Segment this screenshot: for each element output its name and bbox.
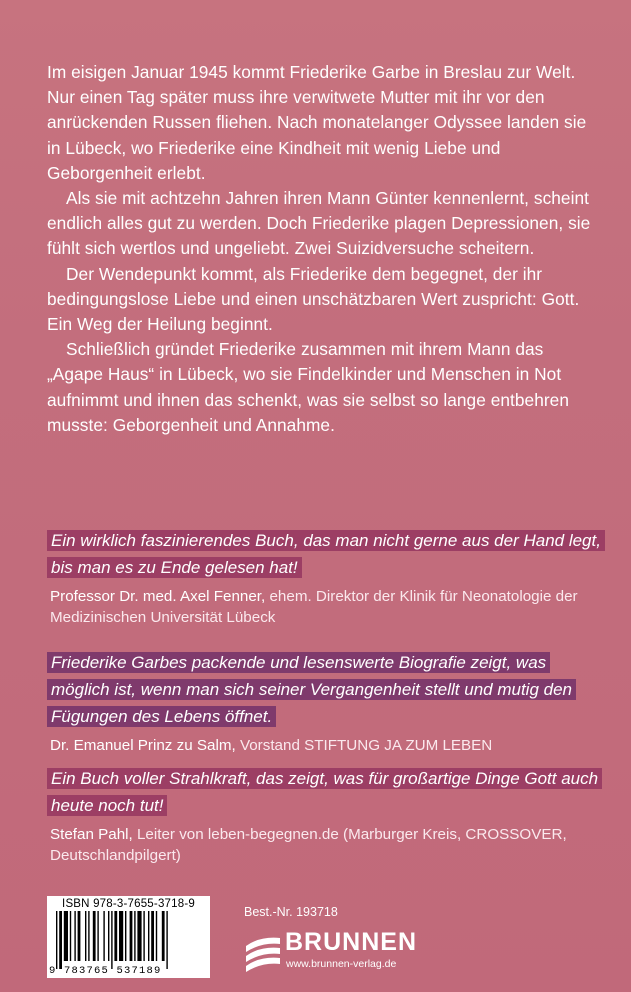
barcode-bar xyxy=(56,911,57,969)
barcode-bar xyxy=(64,911,68,961)
barcode-bar xyxy=(130,911,133,961)
barcode-bar xyxy=(119,911,123,961)
barcode-bars xyxy=(56,911,206,969)
endorsement-role: Vorstand STIFTUNG JA ZUM LEBEN xyxy=(239,737,493,754)
barcode-bar xyxy=(85,911,86,961)
order-number: Best.-Nr. 193718 xyxy=(244,905,338,919)
endorsement-3 xyxy=(47,765,607,866)
blurb-paragraph-4: Schließlich gründet Friederike zusammen mit ihrem Mann das „Agape Haus“ in Lübeck, wo sie Findelkinder und Menschen in Not aufnimmt und ihnen das schenkt, was sie selbst so lange entbehren musste: Geborgenheit und Annahme. xyxy=(47,339,569,435)
barcode-bar xyxy=(125,911,126,961)
barcode-bar xyxy=(137,911,141,961)
endorsement-author: Stefan Pahl, xyxy=(50,826,133,843)
barcode-bar xyxy=(148,911,149,961)
barcode-bar xyxy=(143,911,144,961)
endorsement-attribution xyxy=(47,735,607,756)
barcode-bar xyxy=(114,911,117,961)
endorsement-quote: Friederike Garbes packende und lesenswerte Biografie zeigt, was möglich ist, wenn man sich seiner Vergangenheit stellt und mutig den Fügungen des Lebens öffnet. xyxy=(47,652,576,727)
brunnen-logo-icon xyxy=(244,932,282,976)
barcode-bar xyxy=(111,911,112,969)
endorsement-attribution xyxy=(47,824,607,866)
publisher-logo xyxy=(244,930,419,980)
endorsement-author: Professor Dr. med. Axel Fenner, xyxy=(50,588,266,605)
barcode-bar xyxy=(166,911,167,969)
barcode-bar xyxy=(59,911,62,969)
blurb-text xyxy=(47,60,592,438)
barcode-bar xyxy=(156,911,157,961)
endorsement-quote: Ein Buch voller Strahlkraft, das zeigt, was für großartige Dinge Gott auch heute noch tut! xyxy=(47,768,602,816)
endorsement-quote: Ein wirklich faszinierendes Buch, das man nicht gerne aus der Hand legt, bis man es zu Ende gelesen hat! xyxy=(47,530,605,578)
barcode-bar xyxy=(93,911,96,961)
barcode-digits: 9 783765 537189 xyxy=(49,965,162,977)
endorsement-1 xyxy=(47,527,607,628)
isbn-label: ISBN 978-3-7655-3718-9 xyxy=(62,898,195,910)
isbn-barcode xyxy=(47,896,210,978)
blurb-paragraph-1: Im eisigen Januar 1945 kommt Friederike Garbe in Breslau zur Welt. Nur einen Tag später muss ihre verwitwete Mutter mit ihr vor den anrückenden Russen fliehen. Nach monatelanger Odyssee landen sie in Lübeck, wo Friederike eine Kindheit mit wenig Liebe und Geborgenheit erlebt. xyxy=(47,62,587,183)
barcode-bar xyxy=(151,911,154,961)
barcode-bar xyxy=(162,911,165,961)
barcode-bar xyxy=(78,911,81,961)
barcode-bar xyxy=(74,911,75,961)
endorsement-role: ehem. Direktor der Klinik für Neonatologie der Medizinischen Universität Lübeck xyxy=(50,588,578,626)
barcode-bar xyxy=(70,911,71,961)
barcode-bar xyxy=(134,911,135,961)
barcode-bar xyxy=(88,911,89,961)
barcode-bar xyxy=(108,911,109,961)
endorsement-attribution xyxy=(47,586,607,628)
blurb-paragraph-2: Als sie mit achtzehn Jahren ihren Mann Günter kennenlernt, scheint endlich alles gut zu werden. Doch Friederike plagen Depressionen, sie fühlt sich wertlos und ungeliebt. Zwei Suizidversuche scheitern. xyxy=(47,188,591,259)
barcode-bar xyxy=(97,911,98,961)
barcode-bar xyxy=(103,911,104,961)
endorsement-author: Dr. Emanuel Prinz zu Salm, xyxy=(50,737,236,754)
publisher-name: BRUNNEN xyxy=(285,928,417,956)
publisher-url: www.brunnen-verlag.de xyxy=(286,958,397,970)
endorsement-role: Leiter von leben-begegnen.de (Marburger Kreis, CROSSOVER, Deutschlandpilgert) xyxy=(50,826,567,864)
endorsement-2 xyxy=(47,649,607,756)
blurb-paragraph-3: Der Wendepunkt kommt, als Friederike dem begegnet, der ihr bedingungslose Liebe und einen unschätzbaren Wert zuspricht: Gott. Ein Weg der Heilung beginnt. xyxy=(47,263,580,335)
